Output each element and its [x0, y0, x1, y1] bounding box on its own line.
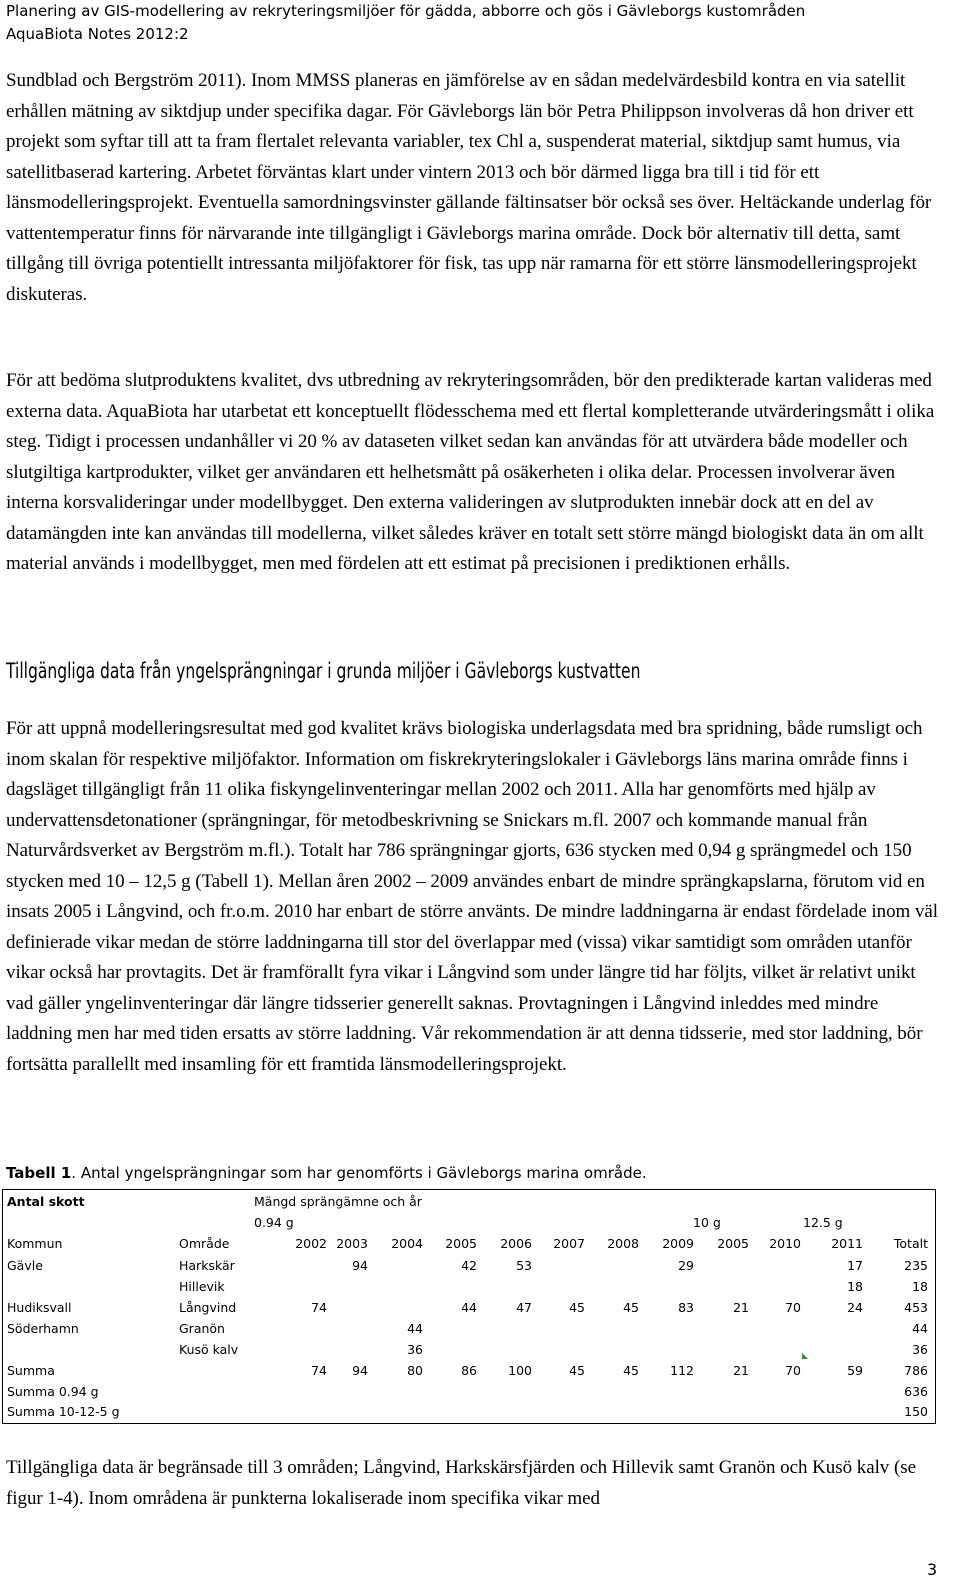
summary-cell: 94: [352, 1363, 368, 1378]
page-number: 3: [927, 1560, 938, 1579]
table-cell: Söderhamn: [7, 1321, 79, 1336]
column-header: 2005: [445, 1236, 477, 1251]
table-cell: Hudiksvall: [7, 1300, 72, 1315]
cell-marker-triangle: [802, 1353, 808, 1359]
table-cell: 74: [311, 1300, 327, 1315]
table-cell: 29: [678, 1258, 694, 1273]
paragraph-2: För att bedöma slutproduktens kvalitet, dvs utbredning av rekryteringsområden, bör den predikterade kartan valideras med externa data. AquaBiota har utarbetat ett konceptuellt flödesschema med ett flertal kompletterande utvärderingsmått i olika steg. Tidigt i processen undanhåller vi 20 % av dataseten vilket sedan kan användas för att utvärdera både modeller och slutgiltiga kartprodukter, vilket ger användaren ett helhetsmått på osäkerheten i olika delar. Processen involverar även interna korsvalideringar under modellbygget. Den externa valideringen av slutprodukten innebär dock att en del av datamängden inte kan användas till modellerna, vilket således kräver en totalt sett större mängd biologiskt data än om allt material används i modellbygget, men med fördelen att ett estimat på precisionen i prediktionen erhålls.: [6, 370, 935, 574]
paragraph-1: Sundblad och Bergström 2011). Inom MMSS planeras en jämförelse av en sådan medelvärdesbild kontra en via satellit erhållen mätning av siktdjup under specifika dagar. För Gävleborgs län bör Petra Philippson involveras då hon driver ett projekt som syftar till att ta fram flertalet relevanta variabler, tex Chl a, suspenderat material, siktdjup samt humus, via satellitbaserad kartering. Arbetet förväntas klart under vintern 2013 och bör därmed ligga bra till i tid för ett länsmodelleringsprojekt. Eventuella samordningsvinster gällande fältinsatser bör också ses över. Heltäckande underlag för vattentemperatur finns för närvarande inte tillgängligt i Gävleborgs marina område. Dock bör alternativ till detta, samt tillgång till övriga potentiellt intressanta miljöfaktorer för fisk, tas upp när ramarna för ett större länsmodelleringsprojekt diskuteras.: [6, 70, 932, 305]
table-title-left: Antal skott: [7, 1194, 85, 1209]
table-cell: 42: [461, 1258, 477, 1273]
summary-cell: 150: [904, 1404, 928, 1419]
paragraph-4: Tillgängliga data är begränsade till 3 områden; Långvind, Harkskärsfjärden och Hillevik samt Granön och Kusö kalv (se figur 1-4). Inom områdena är punkterna lokaliserade inom specifika vikar med: [6, 1457, 916, 1509]
column-header: 2005: [717, 1236, 749, 1251]
table-cell: 24: [847, 1300, 863, 1315]
table-caption-label: Tabell 1: [6, 1164, 72, 1182]
charge-label-12g: 12.5 g: [803, 1215, 843, 1230]
column-header: 2010: [769, 1236, 801, 1251]
summary-cell: 636: [904, 1384, 928, 1399]
table-cell: 70: [785, 1300, 801, 1315]
column-header: 2007: [553, 1236, 585, 1251]
summary-cell: 100: [508, 1363, 532, 1378]
table-cell: 83: [678, 1300, 694, 1315]
column-header: 2009: [662, 1236, 694, 1251]
summary-cell: 74: [311, 1363, 327, 1378]
summary-cell: 45: [569, 1363, 585, 1378]
header-title: Planering av GIS-modellering av rekryteringsmiljöer för gädda, abborre och gös i Gävleborgs kustområden: [6, 2, 806, 20]
table-cell: Granön: [179, 1321, 225, 1336]
data-table: [2, 1189, 936, 1424]
table-cell: Gävle: [7, 1258, 43, 1273]
table-cell: Långvind: [179, 1300, 237, 1315]
table-cell: 44: [912, 1321, 928, 1336]
table-cell: Harkskär: [179, 1258, 235, 1273]
column-header: Totalt: [893, 1236, 928, 1251]
column-header: 2008: [607, 1236, 639, 1251]
table-caption: [6, 1164, 647, 1182]
charge-label-small: 0.94 g: [254, 1215, 294, 1230]
summary-cell: 21: [733, 1363, 749, 1378]
table-cell: 17: [847, 1258, 863, 1273]
table-cell: 45: [623, 1300, 639, 1315]
column-header: 2006: [500, 1236, 532, 1251]
table-title-mid: Mängd sprängämne och år: [254, 1194, 422, 1209]
summary-cell: Summa 10-12-5 g: [7, 1404, 120, 1419]
table-cell: 44: [407, 1321, 423, 1336]
section-heading: Tillgängliga data från yngelsprängningar i grunda miljöer i Gävleborgs kustvatten: [6, 659, 641, 683]
table-cell: 21: [733, 1300, 749, 1315]
table-cell: 47: [516, 1300, 532, 1315]
paragraph-3: För att uppnå modelleringsresultat med god kvalitet krävs biologiska underlagsdata med bra spridning, både rumsligt och inom skalan för respektive miljöfaktor. Information om fiskrekryteringslokaler i Gävleborgs läns marina område finns i dagsläget tillgängligt från 11 olika fiskyngelinventeringar mellan 2002 och 2011. Alla har genomförts med hjälp av undervattensdetonationer (sprängningar, för metodbeskrivning se Snickars m.fl. 2007 och kommande manual från Naturvårdsverket av Bergström m.fl.). Totalt har 786 sprängningar gjorts, 636 stycken med 0,94 g sprängmedel och 150 stycken med 10 – 12,5 g (Tabell 1). Mellan åren 2002 – 2009 användes enbart de mindre sprängkapslarna, förutom vid en insats 2005 i Långvind, och fr.o.m. 2010 har enbart de större använts. De mindre laddningarna är endast fördelade inom väl definierade vikar medan de större laddningarna till stor del överlappar med (vissa) vikar samtidigt som områden utanför vikar också har provtagits. Det är framförallt fyra vikar i Långvind som under längre tid har följts, vilket är relativt unikt vad gäller yngelinventeringar där längre tidsserier generellt saknas. Provtagningen i Långvind inleddes med mindre laddning men har med tiden ersatts av större laddning. Vår rekommendation är att denna tidsserie, med stor laddning, bör fortsätta parallellt med insamling för ett framtida länsmodelleringsprojekt.: [6, 718, 939, 1075]
column-header: 2003: [336, 1236, 368, 1251]
table-cell: 18: [847, 1279, 863, 1294]
summary-cell: 45: [623, 1363, 639, 1378]
table-caption-text: . Antal yngelsprängningar som har genomförts i Gävleborgs marina område.: [71, 1164, 647, 1182]
table-cell: 36: [912, 1342, 928, 1357]
column-header: 2004: [391, 1236, 423, 1251]
header-series: AquaBiota Notes 2012:2: [6, 25, 189, 43]
table-cell: 44: [461, 1300, 477, 1315]
column-header: Kommun: [7, 1236, 63, 1251]
table-cell: Kusö kalv: [179, 1342, 239, 1357]
summary-cell: Summa: [7, 1363, 55, 1378]
summary-cell: 786: [904, 1363, 928, 1378]
table-cell: 36: [407, 1342, 423, 1357]
table-cell: 53: [516, 1258, 532, 1273]
table-cell: 18: [912, 1279, 928, 1294]
summary-cell: 112: [670, 1363, 694, 1378]
summary-cell: Summa 0.94 g: [7, 1384, 99, 1399]
summary-cell: 80: [407, 1363, 423, 1378]
table-cell: 235: [904, 1258, 928, 1273]
summary-cell: 59: [847, 1363, 863, 1378]
running-header: [6, 0, 805, 46]
table-cell: 45: [569, 1300, 585, 1315]
table-cell: 94: [352, 1258, 368, 1273]
column-header: 2011: [831, 1236, 863, 1251]
table-cell: 453: [904, 1300, 928, 1315]
charge-label-10g: 10 g: [693, 1215, 721, 1230]
table-cell: Hillevik: [179, 1279, 225, 1294]
summary-cell: 86: [461, 1363, 477, 1378]
summary-cell: 70: [785, 1363, 801, 1378]
column-header: 2002: [295, 1236, 327, 1251]
column-header: Område: [179, 1236, 230, 1251]
